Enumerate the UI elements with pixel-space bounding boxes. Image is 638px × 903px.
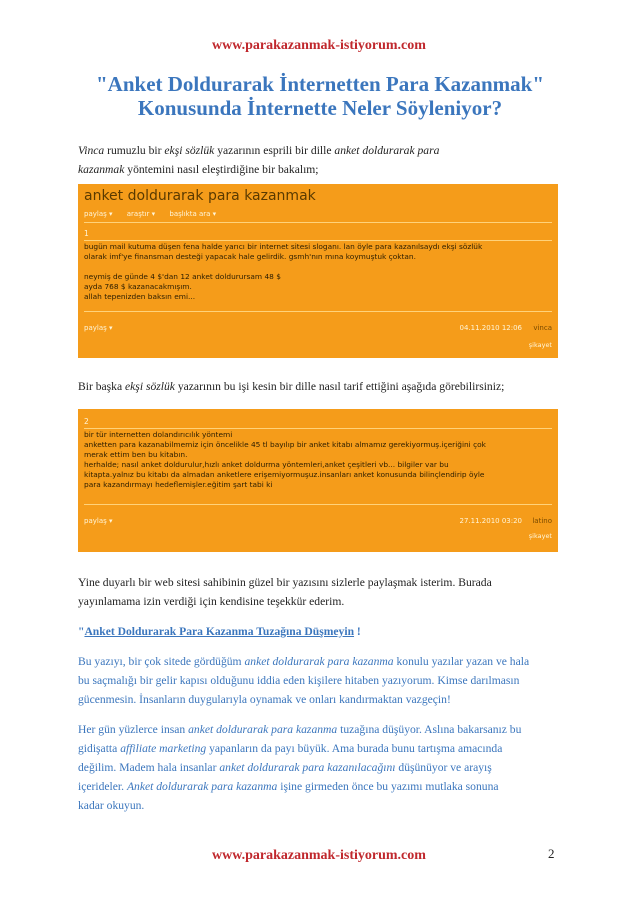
para3-line: yayınlamama izin verdiği için kendisine teşekkür ederim. bbox=[78, 595, 345, 608]
entry-number: 1 bbox=[84, 229, 89, 238]
intro-text: yazarının esprili bir dille bbox=[214, 144, 335, 157]
divider bbox=[84, 222, 552, 223]
para5-text: tuzağına düşüyor. Aslına bakarsanız bu bbox=[337, 723, 522, 736]
entry-line bbox=[84, 262, 548, 272]
entry-heading: anket doldurarak para kazanmak bbox=[84, 188, 316, 204]
entry-line: olarak imf'ye finansman desteği yapacak hale gelirdik. gsmh'nın mına koymuştuk çoktan. bbox=[84, 252, 416, 261]
entry-line: neymiş de günde 4 $'dan 12 anket doldurursam 48 $ bbox=[84, 272, 281, 281]
eksi-entry-screenshot-1 bbox=[78, 184, 558, 358]
entry-line: para kazandırmayı hedeflemişler.eğitim şart tabi ki bbox=[84, 480, 273, 489]
page-number: 2 bbox=[548, 846, 555, 861]
title-line-1: "Anket Doldurarak İnternetten Para Kazanmak" bbox=[96, 72, 544, 96]
para4-text: konulu yazılar yazan ve hala bbox=[393, 655, 530, 668]
paragraph-5 bbox=[78, 720, 558, 815]
para5-text: gidişatta bbox=[78, 742, 121, 755]
entry-date: 27.11.2010 03:20 bbox=[459, 517, 522, 525]
para5-emphasis: anket doldurarak para kazanma bbox=[188, 723, 338, 736]
entry-share: paylaş ▾ bbox=[84, 517, 113, 525]
entry-report: şikayet bbox=[528, 532, 552, 540]
entry-share: paylaş ▾ bbox=[84, 324, 113, 332]
entry-line: ayda 768 $ kazanacakmışım. bbox=[84, 282, 192, 291]
footer-site[interactable]: www.parakazanmak-istiyorum.com bbox=[212, 848, 426, 863]
paragraph-3 bbox=[78, 573, 558, 611]
eksi-entry-screenshot-2 bbox=[78, 409, 558, 552]
para5-line bbox=[78, 720, 558, 739]
nav-search: araştır ▾ bbox=[126, 210, 156, 218]
entry-line: bugün mail kutuma düşen fena halde yarıcı bir internet sitesi sloganı. lan öyle para kazanılsaydı ekşi sözlük bbox=[84, 242, 483, 251]
quoted-article-title bbox=[78, 622, 558, 641]
intro-text: yöntemini nasıl eleştirdiğine bir bakalım; bbox=[124, 163, 319, 176]
entry-date: 04.11.2010 12:06 bbox=[459, 324, 522, 332]
entry-line: herhalde; nasıl anket doldurulur,hızlı anket doldurma yöntemleri,anket çeşitleri vb... bilgiler var bu bbox=[84, 460, 449, 469]
entry-text bbox=[84, 242, 548, 302]
para2-text: yazarının bu işi kesin bir dille nasıl tarif ettiğini aşağıda görebilirsiniz; bbox=[174, 380, 505, 393]
para3-line: Yine duyarlı bir web sitesi sahibinin güzel bir yazısını sizlerle paylaşmak isterim. Burada bbox=[78, 576, 492, 589]
para4-emphasis: anket doldurarak para kazanma bbox=[244, 655, 394, 668]
para5-text: değilim. Madem hala insanlar bbox=[78, 761, 220, 774]
nav-topic-search: başlıkta ara ▾ bbox=[169, 210, 217, 218]
para5-line: kadar okuyun. bbox=[78, 799, 145, 812]
para5-text: yapanların da payı büyük. Ama burada bunu tartışma amacında bbox=[206, 742, 503, 755]
entry-line: merak ettim ben bu kitabın. bbox=[84, 450, 188, 459]
entry-line: allah tepenizden baksın emi... bbox=[84, 292, 196, 301]
para4-text: Bu yazıyı, bir çok sitede gördüğüm bbox=[78, 655, 245, 668]
header-site[interactable]: www.parakazanmak-istiyorum.com bbox=[212, 38, 426, 53]
para2-text: Bir başka bbox=[78, 380, 126, 393]
para5-text: düşünüyor ve arayış bbox=[395, 761, 492, 774]
nav-share: paylaş ▾ bbox=[84, 210, 113, 218]
divider bbox=[84, 311, 552, 312]
quote-mark: " bbox=[78, 625, 85, 638]
paragraph-4 bbox=[78, 652, 558, 709]
entry-text bbox=[84, 430, 548, 490]
para5-emphasis: Anket doldurarak para kazanma bbox=[126, 780, 278, 793]
entry-line: kitapta.yalnız bu kitabı da almadan anketlere erişemiyormuşuz.insanları anket konusunda bilinçlendirip öyle bbox=[84, 470, 485, 479]
para5-emphasis: affiliate marketing bbox=[120, 742, 207, 755]
divider bbox=[84, 240, 552, 241]
entry-user: latino bbox=[532, 517, 552, 525]
para4-line: gücenmesin. İnsanların duygularıyla oynamak ve onları kandırmaktan vazgeçin! bbox=[78, 693, 451, 706]
para2-source: ekşi sözlük bbox=[125, 380, 175, 393]
para5-line bbox=[78, 758, 558, 777]
para5-text: Her gün yüzlerce insan bbox=[78, 723, 189, 736]
quote-suffix: ! bbox=[354, 625, 361, 638]
para4-line bbox=[78, 652, 558, 671]
para5-text: işine girmeden önce bu yazımı mutlaka sonuna bbox=[277, 780, 499, 793]
entry-line: anketten para kazanabilmemiz için öncelikle 45 tl bayılıp bir anket kitabı almamız gerekiyormuş.içeriğini çok bbox=[84, 440, 486, 449]
divider bbox=[84, 504, 552, 505]
divider bbox=[84, 428, 552, 429]
para5-line bbox=[78, 739, 558, 758]
intro-topic: anket doldurarak para bbox=[334, 144, 440, 157]
article-link[interactable]: Anket Doldurarak Para Kazanma Tuzağına Düşmeyin bbox=[84, 625, 355, 638]
para4-line: bu saçmalığı bir gelir kapısı olduğunu iddia eden kişilere hitaben yazıyorum. Kimse darılmasın bbox=[78, 674, 520, 687]
para5-line bbox=[78, 777, 558, 796]
intro-paragraph bbox=[78, 141, 558, 179]
page-title bbox=[78, 72, 562, 120]
title-line-2: Konusunda İnternette Neler Söyleniyor? bbox=[137, 96, 503, 120]
intro-text: rumuzlu bir bbox=[104, 144, 165, 157]
intro-author: Vinca bbox=[78, 144, 105, 157]
entry-user: vinca bbox=[533, 324, 552, 332]
para5-emphasis: anket doldurarak para kazanılacağını bbox=[219, 761, 396, 774]
intro-source: ekşi sözlük bbox=[164, 144, 215, 157]
entry-report: şikayet bbox=[528, 341, 552, 349]
entry-line: bir tür internetten dolandırıcılık yöntemi bbox=[84, 430, 233, 439]
entry-number: 2 bbox=[84, 417, 89, 426]
para5-text: içerideler. bbox=[78, 780, 127, 793]
entry-nav bbox=[84, 210, 228, 218]
paragraph-2 bbox=[78, 377, 558, 396]
intro-topic: kazanmak bbox=[78, 163, 125, 176]
